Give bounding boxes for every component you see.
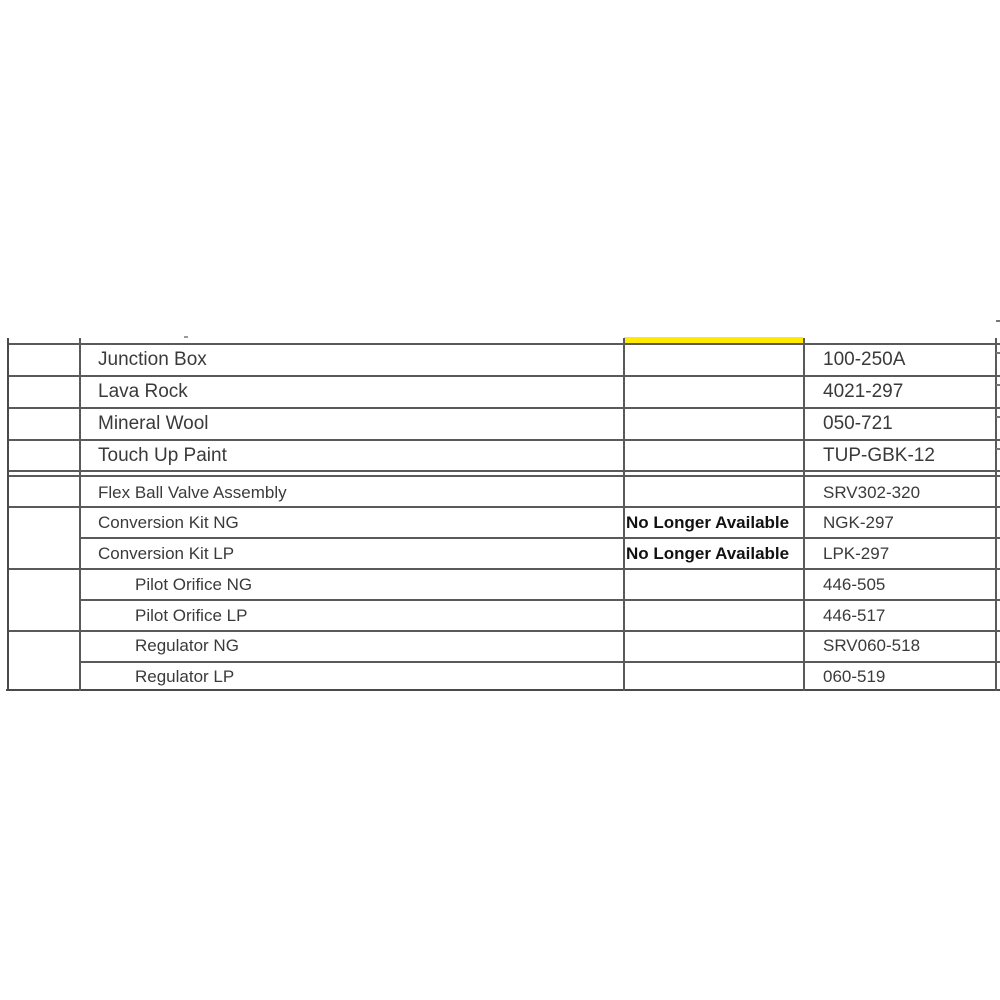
part-number: TUP-GBK-12 <box>823 445 935 466</box>
item-name: Pilot Orifice NG <box>135 575 253 594</box>
column-divider <box>79 338 81 691</box>
part-number: 100-250A <box>823 349 906 370</box>
item-name: Lava Rock <box>98 381 188 402</box>
row-divider <box>8 630 1000 632</box>
part-number: 446-517 <box>823 606 886 625</box>
row-divider <box>8 439 1000 441</box>
column-divider <box>995 338 997 691</box>
part-number: SRV302-320 <box>823 483 921 502</box>
cut-off-column-mark <box>996 352 1000 354</box>
table-bottom-border <box>6 689 1000 691</box>
row-divider <box>8 375 1000 377</box>
availability-status: No Longer Available <box>626 544 790 563</box>
row-divider <box>8 506 1000 508</box>
row-divider <box>8 343 1000 345</box>
part-number: 060-519 <box>823 667 886 686</box>
item-name: Conversion Kit NG <box>98 513 239 532</box>
item-name: Conversion Kit LP <box>98 544 235 563</box>
part-number: NGK-297 <box>823 513 894 532</box>
section-divider <box>8 470 1000 472</box>
column-divider <box>803 338 805 691</box>
row-divider <box>8 407 1000 409</box>
row-divider <box>80 661 1000 663</box>
item-name: Flex Ball Valve Assembly <box>98 483 287 502</box>
table-left-border <box>7 338 9 691</box>
cut-off-column-mark <box>996 384 1000 386</box>
cut-off-column-mark <box>996 320 1000 322</box>
cut-off-text-remnant <box>184 336 188 338</box>
item-name: Regulator NG <box>135 636 239 655</box>
cut-off-column-mark <box>996 416 1000 418</box>
part-number: SRV060-518 <box>823 636 921 655</box>
item-name: Junction Box <box>98 349 207 370</box>
row-divider <box>80 537 1000 539</box>
availability-status: No Longer Available <box>626 513 790 532</box>
part-number: 050-721 <box>823 413 893 434</box>
column-divider <box>623 338 625 691</box>
cut-off-column-mark <box>996 448 1000 450</box>
item-name: Pilot Orifice LP <box>135 606 248 625</box>
item-name: Mineral Wool <box>98 413 209 434</box>
part-number: LPK-297 <box>823 544 890 563</box>
section-divider <box>8 475 1000 477</box>
part-number: 4021-297 <box>823 381 904 402</box>
row-divider <box>8 568 1000 570</box>
item-name: Touch Up Paint <box>98 445 227 466</box>
row-divider <box>80 599 1000 601</box>
part-number: 446-505 <box>823 575 886 594</box>
item-name: Regulator LP <box>135 667 235 686</box>
